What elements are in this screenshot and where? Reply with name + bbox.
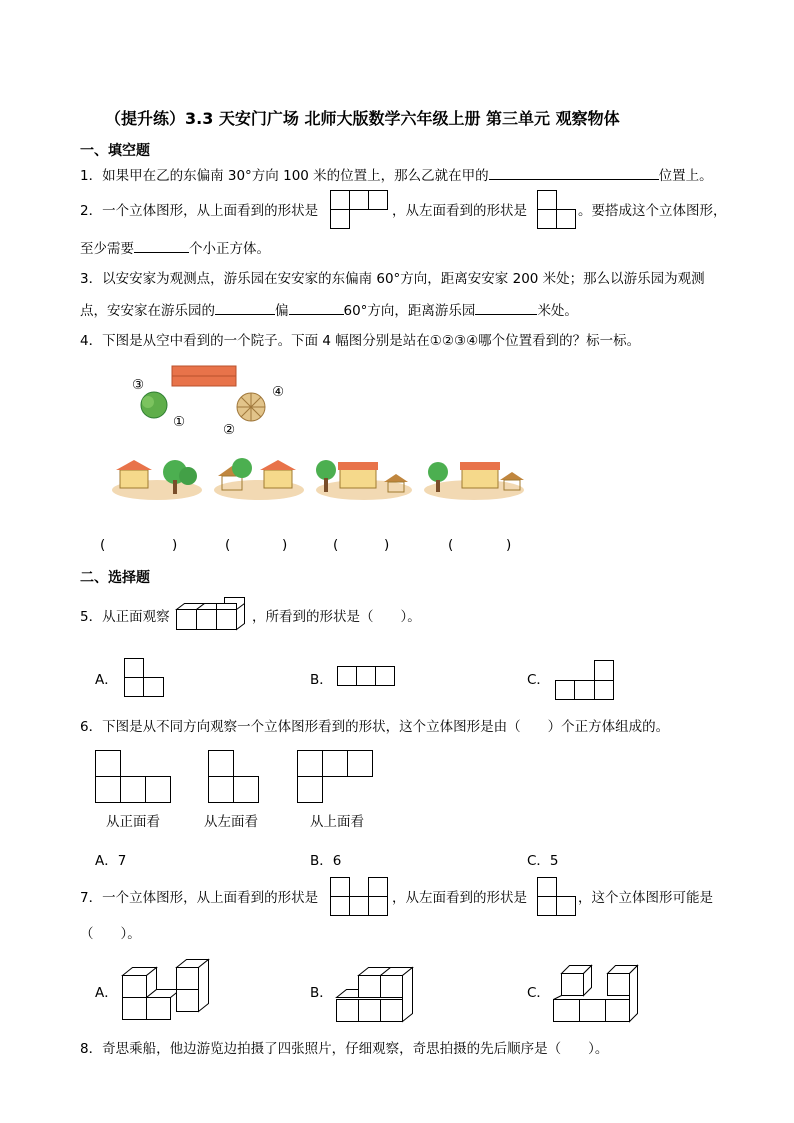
q6-option-c[interactable]: C．5	[527, 853, 559, 869]
q1-text-end: 位置上。	[658, 168, 713, 184]
q7-text-d: （ ）。	[80, 926, 141, 942]
q2-left-view-figure	[537, 190, 577, 230]
q3-blank-3[interactable]	[475, 300, 537, 315]
q7-left-view-figure	[537, 877, 579, 917]
q7-option-b-figure[interactable]	[336, 960, 426, 1026]
section-heading-fill-blank: 一、填空题	[80, 143, 150, 159]
q5-option-b-figure[interactable]	[337, 666, 401, 690]
q5-3d-blocks-figure	[176, 597, 248, 633]
q6-top-view-figure	[297, 750, 377, 806]
q2-answer-blank[interactable]	[134, 238, 189, 253]
q3-text-d: 60°方向，距离游乐园	[343, 303, 476, 319]
scene-picture-3	[314, 452, 414, 502]
q6-view-label-top: 从上面看	[310, 814, 364, 830]
scene-picture-1	[110, 452, 205, 502]
q4-text: 4．下图是从空中看到的一个院子。下面 4 幅图分别是站在①②③④哪个位置看到的？标一标。	[80, 333, 641, 349]
q5-text-a: 5．从正面观察	[80, 609, 170, 625]
marker-4: ④	[272, 384, 285, 400]
q1-answer-blank[interactable]	[489, 165, 659, 180]
q7-option-b-label[interactable]: B．	[310, 985, 333, 1001]
q2-text-e: 个小正方体。	[189, 241, 270, 257]
q5-option-c-label[interactable]: C．	[527, 672, 550, 688]
question-1	[80, 165, 713, 185]
page-title: （提升练）3.3 天安门广场 北师大版数学六年级上册 第三单元 观察物体	[105, 109, 620, 128]
q3-blank-1[interactable]	[215, 300, 275, 315]
q7-option-c-label[interactable]: C．	[527, 985, 550, 1001]
q5-option-c-figure[interactable]	[555, 660, 619, 704]
question-2-line2	[80, 238, 270, 258]
q6-text: 6．下图是从不同方向观察一个立体图形看到的形状，这个立体图形是由（ ）个正方体组成的。	[80, 719, 670, 735]
q7-text-a: 7．一个立体图形，从上面看到的形状是	[80, 890, 319, 906]
marker-1: ①	[173, 414, 186, 430]
q1-text: 1．如果甲在乙的东偏南 30°方向 100 米的位置上，那么乙就在甲的	[80, 168, 489, 184]
q4-paren-4-open: (	[448, 537, 454, 553]
scene-picture-2	[212, 452, 307, 502]
aerial-courtyard-illustration	[110, 360, 310, 440]
q5-option-b-label[interactable]: B．	[310, 672, 333, 688]
q7-option-a-figure[interactable]	[122, 958, 214, 1024]
q6-left-view-figure	[208, 750, 264, 806]
q6-front-view-figure	[95, 750, 175, 806]
q7-text-c: ，这个立体图形可能是	[578, 890, 713, 906]
question-3-line2	[80, 300, 578, 320]
q8-text: 8．奇思乘船，他边游览边拍摄了四张照片，仔细观察，奇思拍摄的先后顺序是（ ）。	[80, 1041, 609, 1057]
q3-blank-2[interactable]	[289, 300, 344, 315]
q4-paren-3-open: (	[333, 537, 339, 553]
q3-text-a: 3．以安安家为观测点，游乐园在安安家的东偏南 60°方向，距离安安家 200 米处；那么以游乐园为观测	[80, 271, 705, 287]
q4-paren-1-open: (	[100, 537, 106, 553]
marker-2: ②	[223, 422, 236, 438]
section-heading-multiple-choice: 二、选择题	[80, 570, 150, 586]
q6-option-a[interactable]: A．7	[95, 853, 127, 869]
q2-text-d: 至少需要	[80, 241, 134, 257]
q5-option-a-label[interactable]: A．	[95, 672, 118, 688]
q2-text-c: 。要搭成这个立体图形，	[578, 203, 727, 219]
q4-paren-3-close: )	[384, 537, 390, 553]
q2-top-view-figure	[330, 190, 390, 230]
marker-3: ③	[132, 377, 145, 393]
q5-option-a-figure[interactable]	[124, 658, 168, 698]
q3-text-b: 点，安安家在游乐园的	[80, 303, 215, 319]
q6-view-label-left: 从左面看	[204, 814, 258, 830]
q4-paren-2-close: )	[282, 537, 288, 553]
q4-paren-4-close: )	[506, 537, 512, 553]
q5-text-b: ，所看到的形状是（ ）。	[252, 609, 421, 625]
q6-option-b[interactable]: B．6	[310, 853, 342, 869]
q3-text-e: 米处。	[537, 303, 578, 319]
scene-picture-4	[422, 452, 527, 502]
q6-view-label-front: 从正面看	[106, 814, 160, 830]
q2-text-a: 2．一个立体图形，从上面看到的形状是	[80, 203, 319, 219]
q7-top-view-figure	[330, 877, 390, 917]
q7-option-c-figure[interactable]	[553, 960, 643, 1026]
q4-paren-2-open: (	[225, 537, 231, 553]
q7-text-b: ，从左面看到的形状是	[392, 890, 527, 906]
q4-paren-1-close: )	[172, 537, 178, 553]
q7-option-a-label[interactable]: A．	[95, 985, 118, 1001]
q3-text-c: 偏	[275, 303, 289, 319]
q2-text-b: ，从左面看到的形状是	[392, 203, 527, 219]
